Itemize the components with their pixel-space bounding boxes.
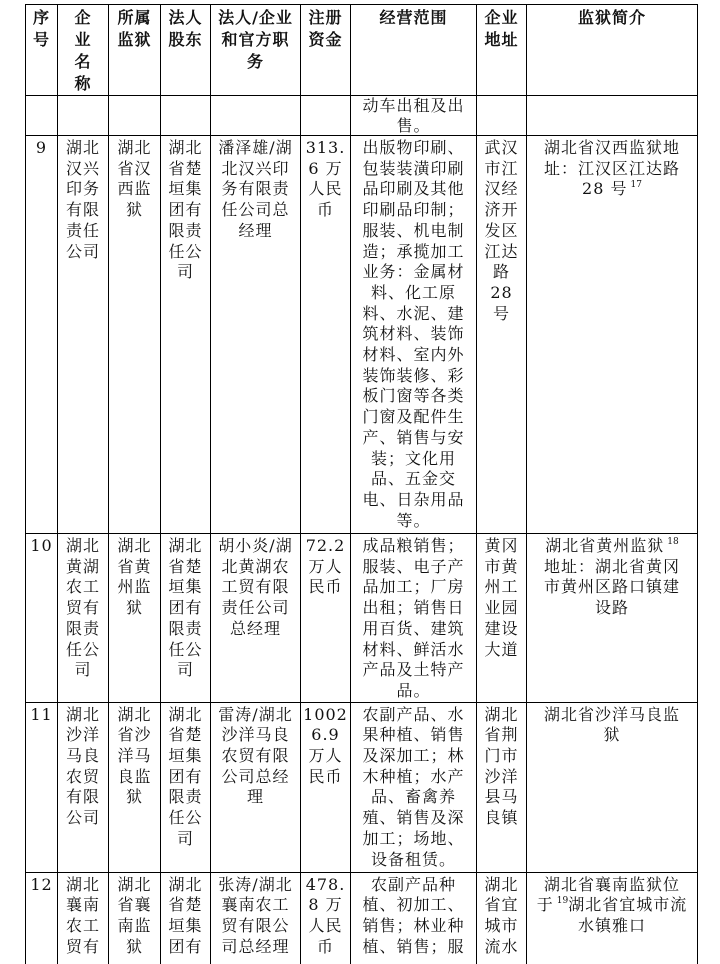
- cell-legal-rep: 张涛/湖北 襄南农工 贸有限公 司总经理: [211, 872, 301, 964]
- footnote-marker: 17: [630, 180, 642, 191]
- header-registered-capital: 注册 资金: [301, 5, 351, 96]
- table-row: [26, 872, 698, 964]
- cell-legal-rep: 胡小炎/湖 北黄湖农 工贸有限 责任公司 总经理: [211, 534, 301, 703]
- footnote-marker: 18: [667, 537, 679, 547]
- prison-intro-text-continued: 湖北省宜城市流 水镇雅口: [568, 895, 688, 936]
- cell-shareholder: [161, 96, 211, 136]
- cell-address: 黄冈 市黄 州工 业园 建设 大道: [477, 534, 527, 703]
- cell-business-scope: 农副产品种 植、初加工、 销售；林业种 植、销售；服: [351, 872, 477, 964]
- cell-capital: 72.2 万人 民币: [301, 534, 351, 703]
- prison-intro-text-continued: 地址：湖北省黄冈 市黄州区路口镇建 设路: [543, 556, 680, 618]
- cell-prison: 湖北 省沙 洋马 良监 狱: [109, 702, 161, 872]
- prison-intro-text: 湖北省汉西监狱地 址：江汉区江达路 28 号: [543, 138, 680, 199]
- table-header-row: [26, 5, 698, 96]
- table-row-continuation: [26, 96, 698, 136]
- prison-intro-text: 湖北省襄南监狱位 于: [536, 874, 680, 915]
- table-row: [26, 534, 698, 703]
- cell-prison-intro: [527, 136, 698, 534]
- cell-no: 11: [26, 702, 58, 872]
- header-company-address: 企业 地址: [477, 5, 527, 96]
- header-prison: 所属 监狱: [109, 5, 161, 96]
- cell-prison: 湖北 省襄 南监 狱: [109, 872, 161, 964]
- cell-prison: 湖北 省汉 西监 狱: [109, 136, 161, 534]
- cell-business-scope: 动车出租及出 售。: [351, 96, 477, 136]
- cell-capital: 313. 6 万 人民 币: [301, 136, 351, 534]
- cell-capital: 1002 6.9 万人 民币: [301, 702, 351, 872]
- cell-capital: [301, 96, 351, 136]
- cell-prison-intro: 湖北省沙洋马良监 狱: [527, 702, 698, 872]
- cell-prison: 湖北 省黄 州监 狱: [109, 534, 161, 703]
- cell-company-name: [58, 96, 109, 136]
- cell-no: 10: [26, 534, 58, 703]
- header-business-scope: 经营范围: [351, 5, 477, 96]
- cell-business-scope: 农副产品、水 果种植、销售 及深加工；林 木种植；水产 品、畜禽养 殖、销售及深 加工；场地、 设备租赁。: [351, 702, 477, 872]
- cell-legal-rep: [211, 96, 301, 136]
- cell-business-scope: 成品粮销售； 服装、电子产 品加工；厂房 出租；销售日 用百货、建筑 材料、鲜活水 产品及土特产 品。: [351, 534, 477, 703]
- header-prison-intro: 监狱简介: [527, 5, 698, 96]
- cell-company-name: 湖北 黄湖 农工 贸有 限责 任公 司: [58, 534, 109, 703]
- cell-prison-intro: [527, 872, 698, 964]
- cell-company-name: 湖北 襄南 农工 贸有: [58, 872, 109, 964]
- cell-company-name: 湖北 汉兴 印务 有限 责任 公司: [58, 136, 109, 534]
- header-legal-rep-title: 法人/企业 和官方职 务: [211, 5, 301, 96]
- table-row: [26, 136, 698, 534]
- cell-prison-intro: [527, 96, 698, 136]
- cell-no: [26, 96, 58, 136]
- table-row: [26, 702, 698, 872]
- prison-intro-text: 湖北省黄州监狱: [545, 536, 665, 555]
- cell-shareholder: 湖北 省楚 垣集 团有 限责 任公 司: [161, 702, 211, 872]
- cell-prison-intro: [527, 534, 698, 703]
- cell-address: 湖北 省荆 门市 沙洋 县马 良镇: [477, 702, 527, 872]
- cell-no: 12: [26, 872, 58, 964]
- header-no: 序 号: [26, 5, 58, 96]
- cell-address: 武汉 市江 汉经 济开 发区 江达 路 28 号: [477, 136, 527, 534]
- footnote-marker: 19: [556, 896, 569, 907]
- cell-capital: 478. 8 万 人民 币: [301, 872, 351, 964]
- cell-shareholder: 湖北 省楚 垣集 团有: [161, 872, 211, 964]
- cell-prison: [109, 96, 161, 136]
- cell-legal-rep: 潘泽雄/湖 北汉兴印 务有限责 任公司总 经理: [211, 136, 301, 534]
- cell-company-name: 湖北 沙洋 马良 农贸 有限 公司: [58, 702, 109, 872]
- cell-business-scope: 出版物印刷、 包装装潢印刷 品印刷及其他 印刷品印制； 服装、机电制 造；承揽加工 业务：金属材 料、化工原 料、水泥、建 筑材料、装饰 材料、室内外 装饰装修、彩 板门窗等各类 门窗及配件生 产、销售与安 装；文化用 品、五金交 电、日杂用品 等。: [351, 136, 477, 534]
- cell-shareholder: 湖北 省楚 垣集 团有 限责 任公 司: [161, 136, 211, 534]
- cell-no: 9: [26, 136, 58, 534]
- cell-shareholder: 湖北 省楚 垣集 团有 限责 任公 司: [161, 534, 211, 703]
- cell-address: [477, 96, 527, 136]
- cell-address: 湖北 省宜 城市 流水: [477, 872, 527, 964]
- cell-legal-rep: 雷涛/湖北 沙洋马良 农贸有限 公司总经 理: [211, 702, 301, 872]
- header-company-name: 企 业 名 称: [58, 5, 109, 96]
- enterprise-table: [25, 4, 698, 964]
- header-legal-shareholder: 法人 股东: [161, 5, 211, 96]
